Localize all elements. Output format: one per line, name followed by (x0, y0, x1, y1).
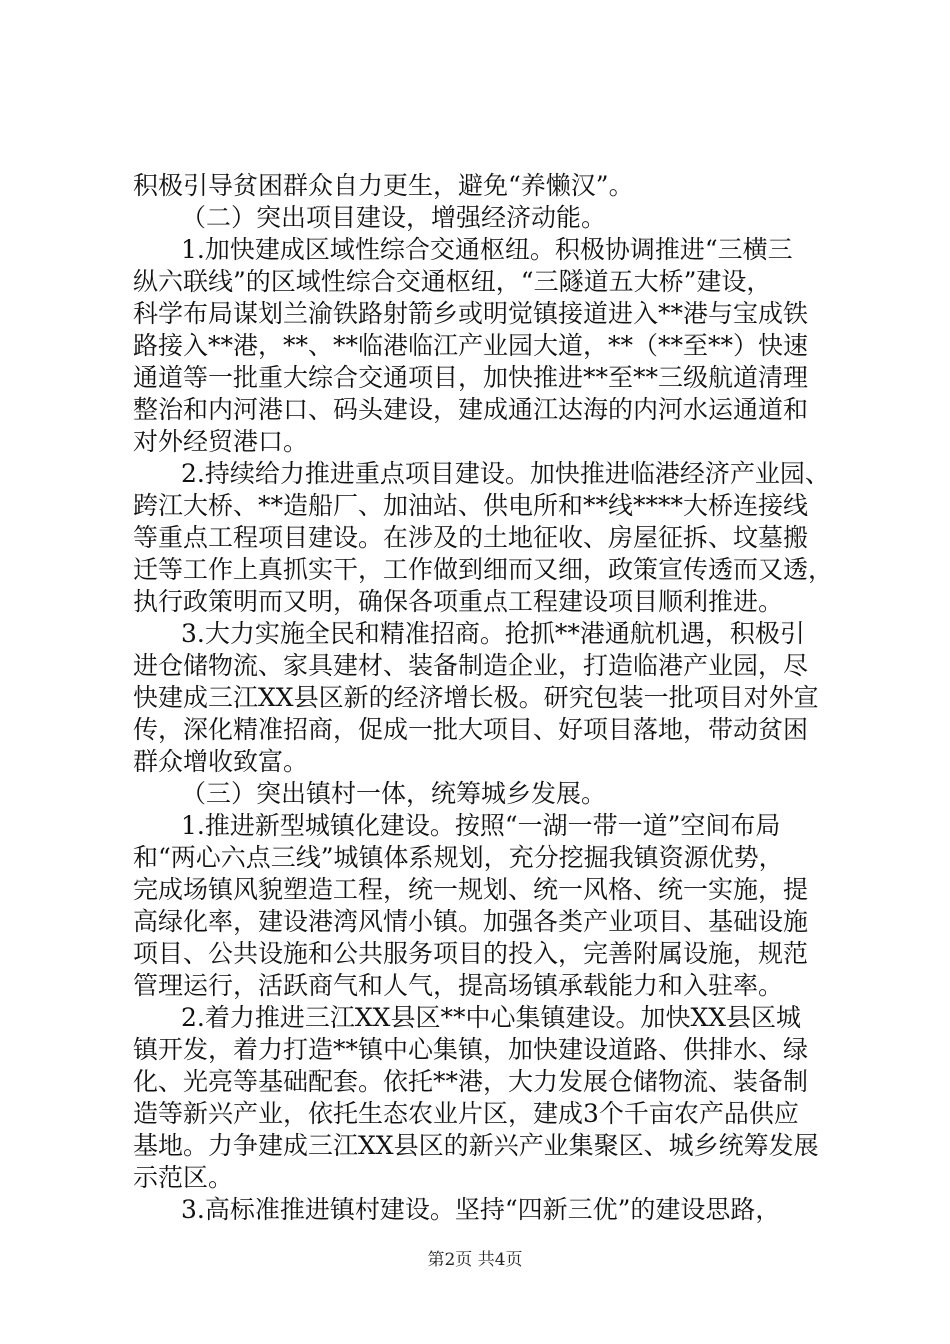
text-line: 3.高标准推进镇村建设。坚持“四新三优”的建设思路， (181, 1195, 781, 1224)
text-line: （三）突出镇村一体，统筹城乡发展。 (181, 779, 607, 808)
text-line: 造等新兴产业，依托生态农业片区，建成3个千亩农产品供应 (133, 1099, 799, 1128)
text-line: 基地。力争建成三江XX县区的新兴产业集聚区、城乡统筹发展 (133, 1131, 819, 1160)
text-line: 和“两心六点三线”城镇体系规划，充分挖掘我镇资源优势， (133, 843, 784, 872)
text-line: 执行政策明而又明，确保各项重点工程建设项目顺利推进。 (133, 587, 784, 616)
text-line: 示范区。 (133, 1163, 234, 1192)
text-line: 对外经贸港口。 (133, 427, 309, 456)
text-line: 2.持续给力推进重点项目建设。加快推进临港经济产业园、 (181, 459, 830, 488)
text-line: 快建成三江XX县区新的经济增长极。研究包装一批项目对外宣 (133, 683, 819, 712)
text-line: 迁等工作上真抓实干，工作做到细而又细，政策宣传透而又透， (133, 555, 834, 584)
text-line: 传，深化精准招商，促成一批大项目、好项目落地，带动贫困 (133, 715, 809, 744)
text-line: 镇开发，着力打造**镇中心集镇，加快建设道路、供排水、绿 (133, 1035, 809, 1064)
text-line: 项目、公共设施和公共服务项目的投入，完善附属设施，规范 (133, 939, 809, 968)
text-line: 3.大力实施全民和精准招商。抢抓**港通航机遇，积极引 (181, 619, 805, 648)
page-number: 第2页 共4页 (427, 1250, 523, 1270)
text-line: 等重点工程项目建设。在涉及的土地征收、房屋征拆、坟墓搬 (133, 523, 809, 552)
text-line: （二）突出项目建设，增强经济动能。 (181, 203, 607, 232)
text-line: 进仓储物流、家具建材、装备制造企业，打造临港产业园，尽 (133, 651, 809, 680)
text-line: 1.推进新型城镇化建设。按照“一湖一带一道”空间布局 (181, 811, 781, 840)
text-line: 化、光亮等基础配套。依托**港，大力发展仓储物流、装备制 (133, 1067, 809, 1096)
text-line: 2.着力推进三江XX县区**中心集镇建设。加快XX县区城 (181, 1003, 802, 1032)
text-line: 1.加快建成区域性综合交通枢纽。积极协调推进“三横三 (181, 235, 793, 264)
text-line: 高绿化率，建设港湾风情小镇。加强各类产业项目、基础设施 (133, 907, 809, 936)
document-body (133, 170, 833, 1226)
text-line: 整治和内河港口、码头建设，建成通江达海的内河水运通道和 (133, 395, 809, 424)
text-line: 跨江大桥、**造船厂、加油站、供电所和**线****大桥连接线 (133, 491, 809, 520)
text-line: 路接入**港，**、**临港临江产业园大道，**（**至**）快速 (133, 331, 809, 360)
text-line: 科学布局谋划兰渝铁路射箭乡或明觉镇接道进入**港与宝成铁 (133, 299, 809, 328)
text-line: 积极引导贫困群众自力更生，避免“养懒汉”。 (133, 171, 634, 200)
text-line: 通道等一批重大综合交通项目，加快推进**至**三级航道清理 (133, 363, 809, 392)
text-line: 完成场镇风貌塑造工程，统一规划、统一风格、统一实施，提 (133, 875, 809, 904)
text-line: 群众增收致富。 (133, 747, 309, 776)
text-line: 纵六联线”的区域性综合交通枢纽，“三隧道五大桥”建设， (133, 267, 772, 296)
text-line: 管理运行，活跃商气和人气，提高场镇承载能力和入驻率。 (133, 971, 784, 1000)
